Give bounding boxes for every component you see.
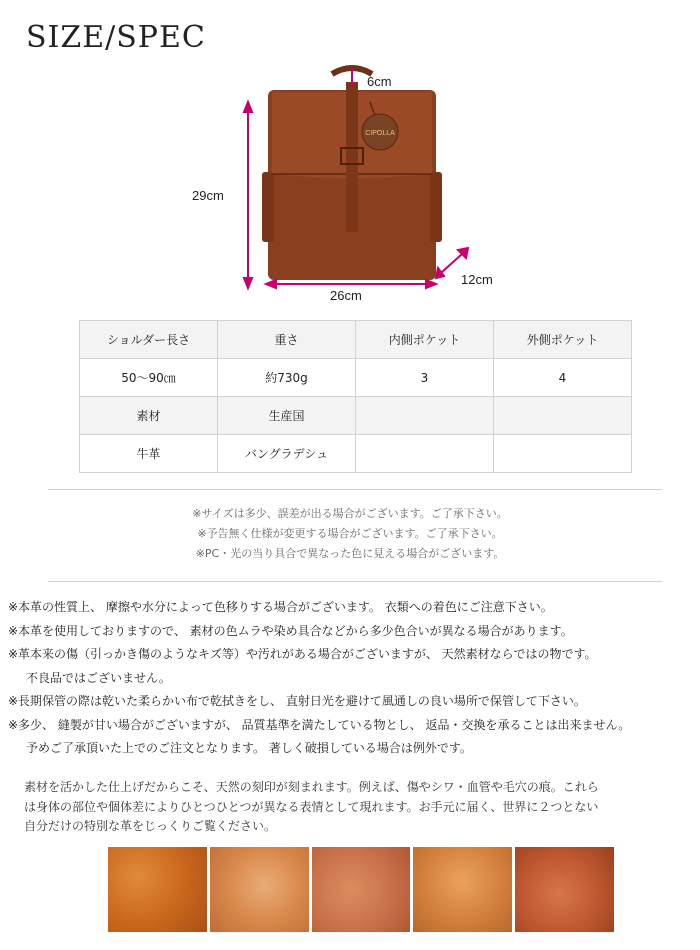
warning-line: 予めご了承頂いた上でのご注文となります。 著しく破損している場合は例外です。 — [26, 741, 472, 755]
table-cell: 内側ポケット — [356, 321, 494, 359]
table-row — [80, 359, 632, 397]
warning-line: ※長期保管の際は乾いた柔らかい布で乾拭きをし、 直射日光を避けて風通しの良い場所で保管して下さい。 — [8, 694, 586, 708]
leather-swatch-5 — [515, 847, 614, 932]
table-cell — [494, 397, 632, 435]
table-cell: 重さ — [218, 321, 356, 359]
spec-table — [79, 320, 632, 473]
divider — [48, 489, 662, 490]
side-pocket-left — [262, 172, 274, 242]
warning-line: ※多少、 縫製が甘い場合がございますが、 品質基準を満たしている物とし、 返品・交換を承ることは出来ません。 — [8, 717, 631, 732]
table-cell: ショルダー長さ — [80, 321, 218, 359]
note-line: ※PC・光の当り具合で異なった色に見える場合がございます。 — [195, 547, 505, 560]
dimension-width: 26cm — [330, 288, 362, 303]
table-row — [80, 435, 632, 473]
dimension-height: 29cm — [192, 188, 224, 203]
paragraph-line: 自分だけの特別な革をじっくりご覧ください。 — [24, 819, 277, 833]
note-line: ※サイズは多少、誤差が出る場合がございます。ご了承下さい。 — [192, 507, 508, 520]
product-figure — [180, 62, 520, 312]
warnings-block — [8, 596, 700, 761]
table-cell: 外側ポケット — [494, 321, 632, 359]
notes-block — [0, 504, 700, 564]
warning-line: 不良品ではございません。 — [26, 670, 171, 685]
leather-swatch-2 — [210, 847, 309, 932]
dimension-handle: 6cm — [367, 74, 392, 89]
leather-swatch-1 — [108, 847, 207, 932]
leather-description — [24, 778, 694, 837]
front-strap — [346, 82, 358, 232]
paragraph-line: 素材を活かした仕上げだからこそ、天然の刻印が刻まれます。例えば、傷やシワ・血管や毛穴の痕。これら — [24, 780, 599, 794]
table-cell: 素材 — [80, 397, 218, 435]
table-cell: 3 — [356, 359, 494, 397]
warning-line: ※革本来の傷（引っかき傷のようなキズ等）や汚れがある場合がございますが、 天然素材ならではの物です。 — [8, 647, 597, 661]
leather-swatch-3 — [312, 847, 411, 932]
dimension-depth: 12cm — [461, 272, 493, 287]
table-cell: 50～90㎝ — [80, 359, 218, 397]
warning-line: ※本革の性質上、 摩擦や水分によって色移りする場合がございます。 衣類への着色にご注意下さい。 — [8, 600, 553, 614]
side-pocket-right — [430, 172, 442, 242]
table-cell: 約730g — [218, 359, 356, 397]
page-title: SIZE/SPEC — [26, 20, 206, 55]
table-row — [80, 321, 632, 359]
table-cell: 牛革 — [80, 435, 218, 473]
table-cell: 生産国 — [218, 397, 356, 435]
table-cell: バングラデシュ — [218, 435, 356, 473]
brand-logo: CIPOLLA — [365, 130, 395, 137]
leather-swatches — [108, 847, 614, 932]
table-cell — [494, 435, 632, 473]
divider — [48, 581, 662, 582]
warning-line: ※本革を使用しておりますので、 素材の色ムラや染め具合などから多少色合いが異なる場合があります。 — [8, 623, 573, 638]
table-row — [80, 397, 632, 435]
note-line: ※予告無く仕様が変更する場合がございます。ご了承下さい。 — [197, 527, 503, 540]
leather-swatch-4 — [413, 847, 512, 932]
table-cell — [356, 435, 494, 473]
paragraph-line: は身体の部位や個体差によりひとつひとつが異なる表情として現れます。お手元に届く、世界に２つとない — [24, 799, 599, 814]
table-cell — [356, 397, 494, 435]
table-cell: 4 — [494, 359, 632, 397]
